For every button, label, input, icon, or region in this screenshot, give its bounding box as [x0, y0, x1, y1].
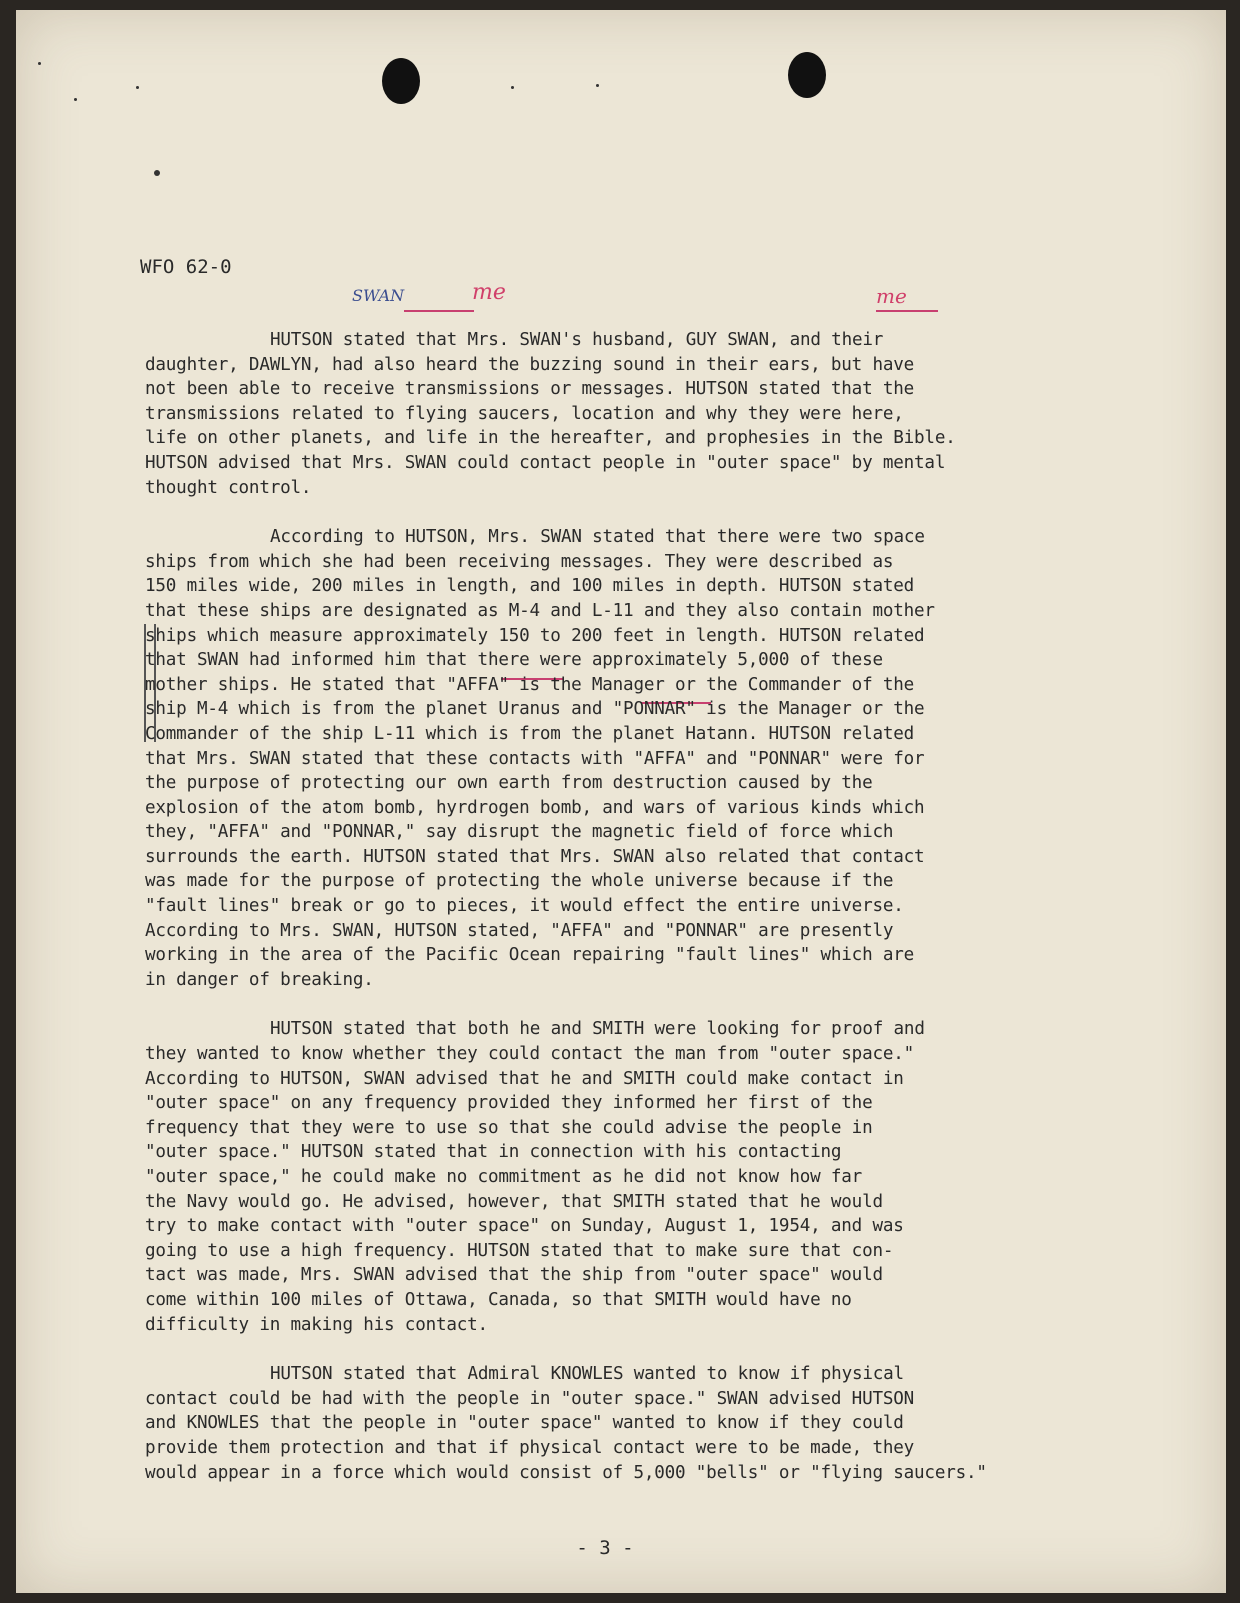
annotation-underline	[876, 310, 938, 312]
paper-speck	[38, 62, 41, 65]
paper-speck	[74, 98, 77, 101]
paper-speck	[511, 86, 514, 89]
paper-speck	[136, 86, 139, 89]
handwritten-me-note: me	[472, 280, 506, 305]
handwritten-swan-note: SWAN	[352, 286, 405, 305]
paper-speck	[596, 84, 599, 87]
punch-hole-left	[382, 58, 420, 104]
handwritten-me-note: me	[876, 284, 907, 308]
annotation-underline	[404, 310, 474, 312]
page-number: - 3 -	[576, 1537, 634, 1559]
punch-hole-right	[788, 52, 826, 98]
paragraph-4: HUTSON stated that Admiral KNOWLES wanted to know if physical contact could be had with the people in "outer space." SWAN advised HUTSON and KNOWLES that the people in "outer space" wanted to know if they could provide them protection and that if physical contact were to be made, they would appear in a force which would consist of 5,000 "bells" or "flying saucers."	[145, 1364, 987, 1483]
paper-speck	[154, 170, 160, 176]
paragraph-1: HUTSON stated that Mrs. SWAN's husband, GUY SWAN, and their daughter, DAWLYN, had also heard the buzzing sound in their ears, but have not been able to receive transmissions or messages. HUTSON stated that the transmissions related to flying saucers, location and why they were here, life on other planets, and life in the hereafter, and prophesies in the Bible. HUTSON advised that Mrs. SWAN could contact people in "outer space" by mental thought control.	[145, 330, 956, 498]
document-body	[145, 328, 1135, 1510]
paragraph-2: According to HUTSON, Mrs. SWAN stated that there were two space ships from which she had been receiving messages. They were described as 150 miles wide, 200 miles in length, and 100 miles in depth. HUTSON stated that these ships are designated as M-4 and L-11 and they also contain mother ships which measure approximately 150 to 200 feet in length. HUTSON related that SWAN had informed him that there were approximately 5,000 of these mother ships. He stated that "AFFA" is the Manager or the Commander of the ship M-4 which is from the planet Uranus and "PONNAR" is the Manager or the Commander of the ship L-11 which is from the planet Hatann. HUTSON related that Mrs. SWAN stated that these contacts with "AFFA" and "PONNAR" were for the purpose of protecting our own earth from destruction caused by the explosion of the atom bomb, hyrdrogen bomb, and wars of various kinds which they, "AFFA" and "PONNAR," say disrupt the magnetic field of force which surrounds the earth. HUTSON stated that Mrs. SWAN also related that contact was made for the purpose of protecting the whole universe because if the "fault lines" break or go to pieces, it would effect the entire universe. According to Mrs. SWAN, HUTSON stated, "AFFA" and "PONNAR" are presently working in the area of the Pacific Ocean repairing "fault lines" which are in danger of breaking.	[145, 527, 935, 990]
paragraph-3: HUTSON stated that both he and SMITH were looking for proof and they wanted to know whether they could contact the man from "outer space." According to HUTSON, SWAN advised that he and SMITH could make contact in "outer space" on any frequency provided they informed her first of the frequency that they were to use so that she could advise the people in "outer space." HUTSON stated that in connection with his contacting "outer space," he could make no commitment as he did not know how far the Navy would go. He advised, however, that SMITH stated that he would try to make contact with "outer space" on Sunday, August 1, 1954, and was going to use a high frequency. HUTSON stated that to make sure that con- tact was made, Mrs. SWAN advised that the ship from "outer space" would come within 100 miles of Ottawa, Canada, so that SMITH would have no difficulty in making his contact.	[145, 1019, 925, 1335]
file-number: WFO 62-0	[140, 256, 232, 278]
